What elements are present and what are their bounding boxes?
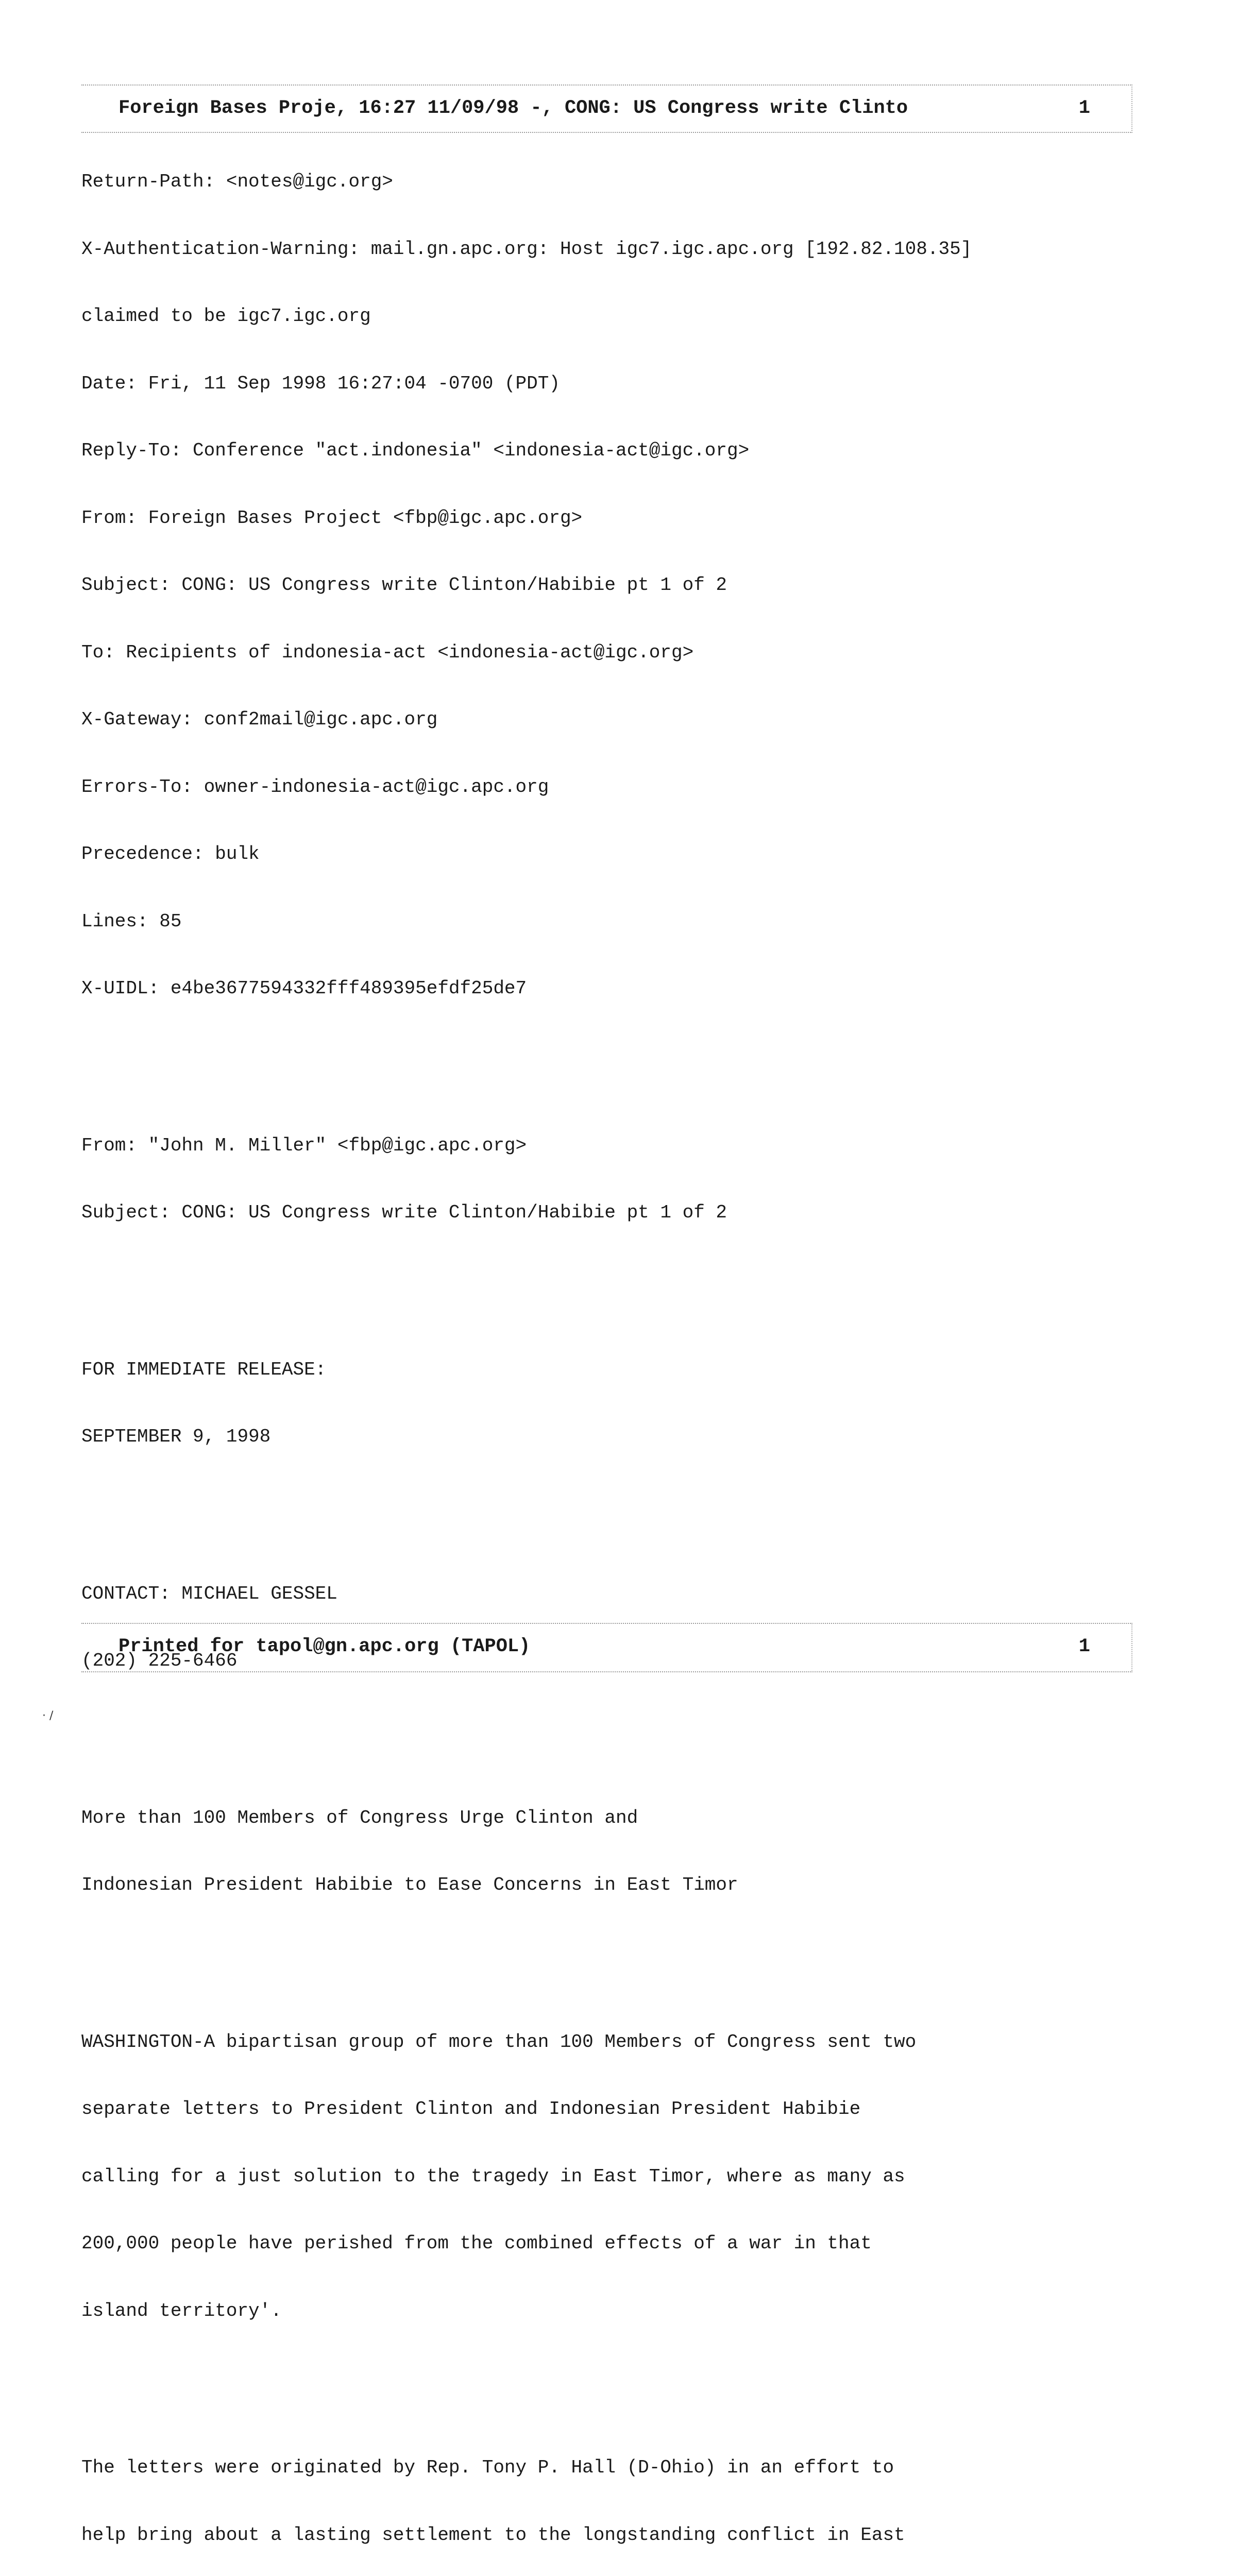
email-header-line: To: Recipients of indonesia-act <indonesia-act@igc.org> [81, 641, 694, 663]
email-header-line: X-Authentication-Warning: mail.gn.apc.org: Host igc7.igc.apc.org [192.82.108.35] [81, 238, 972, 260]
email-header-line: From: Foreign Bases Project <fbp@igc.apc.org> [81, 507, 583, 529]
print-header-page-number: 1 [1078, 97, 1090, 119]
email-header-line: Subject: CONG: US Congress write Clinton/Habibie pt 1 of 2 [81, 574, 727, 596]
contact-name: CONTACT: MICHAEL GESSEL [81, 1583, 337, 1604]
email-header-line: Reply-To: Conference "act.indonesia" <indonesia-act@igc.org> [81, 440, 750, 461]
email-header-line: Return-Path: <notes@igc.org> [81, 171, 393, 192]
print-footer-bar [81, 1623, 1132, 1672]
email-header-line: X-Gateway: conf2mail@igc.apc.org [81, 709, 438, 730]
paragraph-line: calling for a just solution to the tragedy in East Timor, where as many as [81, 2165, 905, 2187]
email-header-line: Errors-To: owner-indonesia-act@igc.apc.org [81, 776, 549, 798]
print-footer-page-number: 1 [1078, 1636, 1090, 1657]
scan-mark: · / [42, 1709, 54, 1722]
paragraph-line: WASHINGTON-A bipartisan group of more than 100 Members of Congress sent two [81, 2031, 917, 2053]
email-header-line: Date: Fri, 11 Sep 1998 16:27:04 -0700 (PDT) [81, 372, 560, 394]
paragraph-line: The letters were originated by Rep. Tony P. Hall (D-Ohio) in an effort to [81, 2457, 894, 2478]
blank-line [81, 1493, 1174, 1516]
email-header-line: claimed to be igc7.igc.org [81, 306, 371, 327]
headline-line: Indonesian President Habibie to Ease Concerns in East Timor [81, 1874, 738, 1895]
headline-line: More than 100 Members of Congress Urge Clinton and [81, 1807, 638, 1828]
release-line: FOR IMMEDIATE RELEASE: [81, 1359, 327, 1380]
message-header-line: From: "John M. Miller" <fbp@igc.apc.org> [81, 1134, 527, 1156]
print-footer-printed-for: Printed for tapol@gn.apc.org (TAPOL) [118, 1636, 531, 1657]
paragraph-line: help bring about a lasting settlement to the longstanding conflict in East [81, 2524, 905, 2546]
blank-line [81, 1269, 1174, 1292]
email-body [81, 126, 1174, 2576]
blank-line [81, 1941, 1174, 1964]
blank-line [81, 1045, 1174, 1067]
paragraph-line: 200,000 people have perished from the combined effects of a war in that [81, 2233, 872, 2254]
email-header-line: X-UIDL: e4be3677594332fff489395efdf25de7 [81, 978, 527, 999]
blank-line [81, 2367, 1174, 2389]
blank-line [81, 1717, 1174, 1740]
message-header-line: Subject: CONG: US Congress write Clinton/Habibie pt 1 of 2 [81, 1202, 727, 1223]
release-date: SEPTEMBER 9, 1998 [81, 1426, 271, 1447]
paragraph-line: island territory'. [81, 2300, 282, 2321]
print-header-title: Foreign Bases Proje, 16:27 11/09/98 -, CONG: US Congress write Clinto [118, 97, 908, 119]
contact-phone: (202) 225-6466 [81, 1650, 238, 1671]
paragraph-line: separate letters to President Clinton and Indonesian President Habibie [81, 2098, 861, 2120]
email-header-line: Lines: 85 [81, 910, 182, 932]
email-header-line: Precedence: bulk [81, 843, 260, 865]
